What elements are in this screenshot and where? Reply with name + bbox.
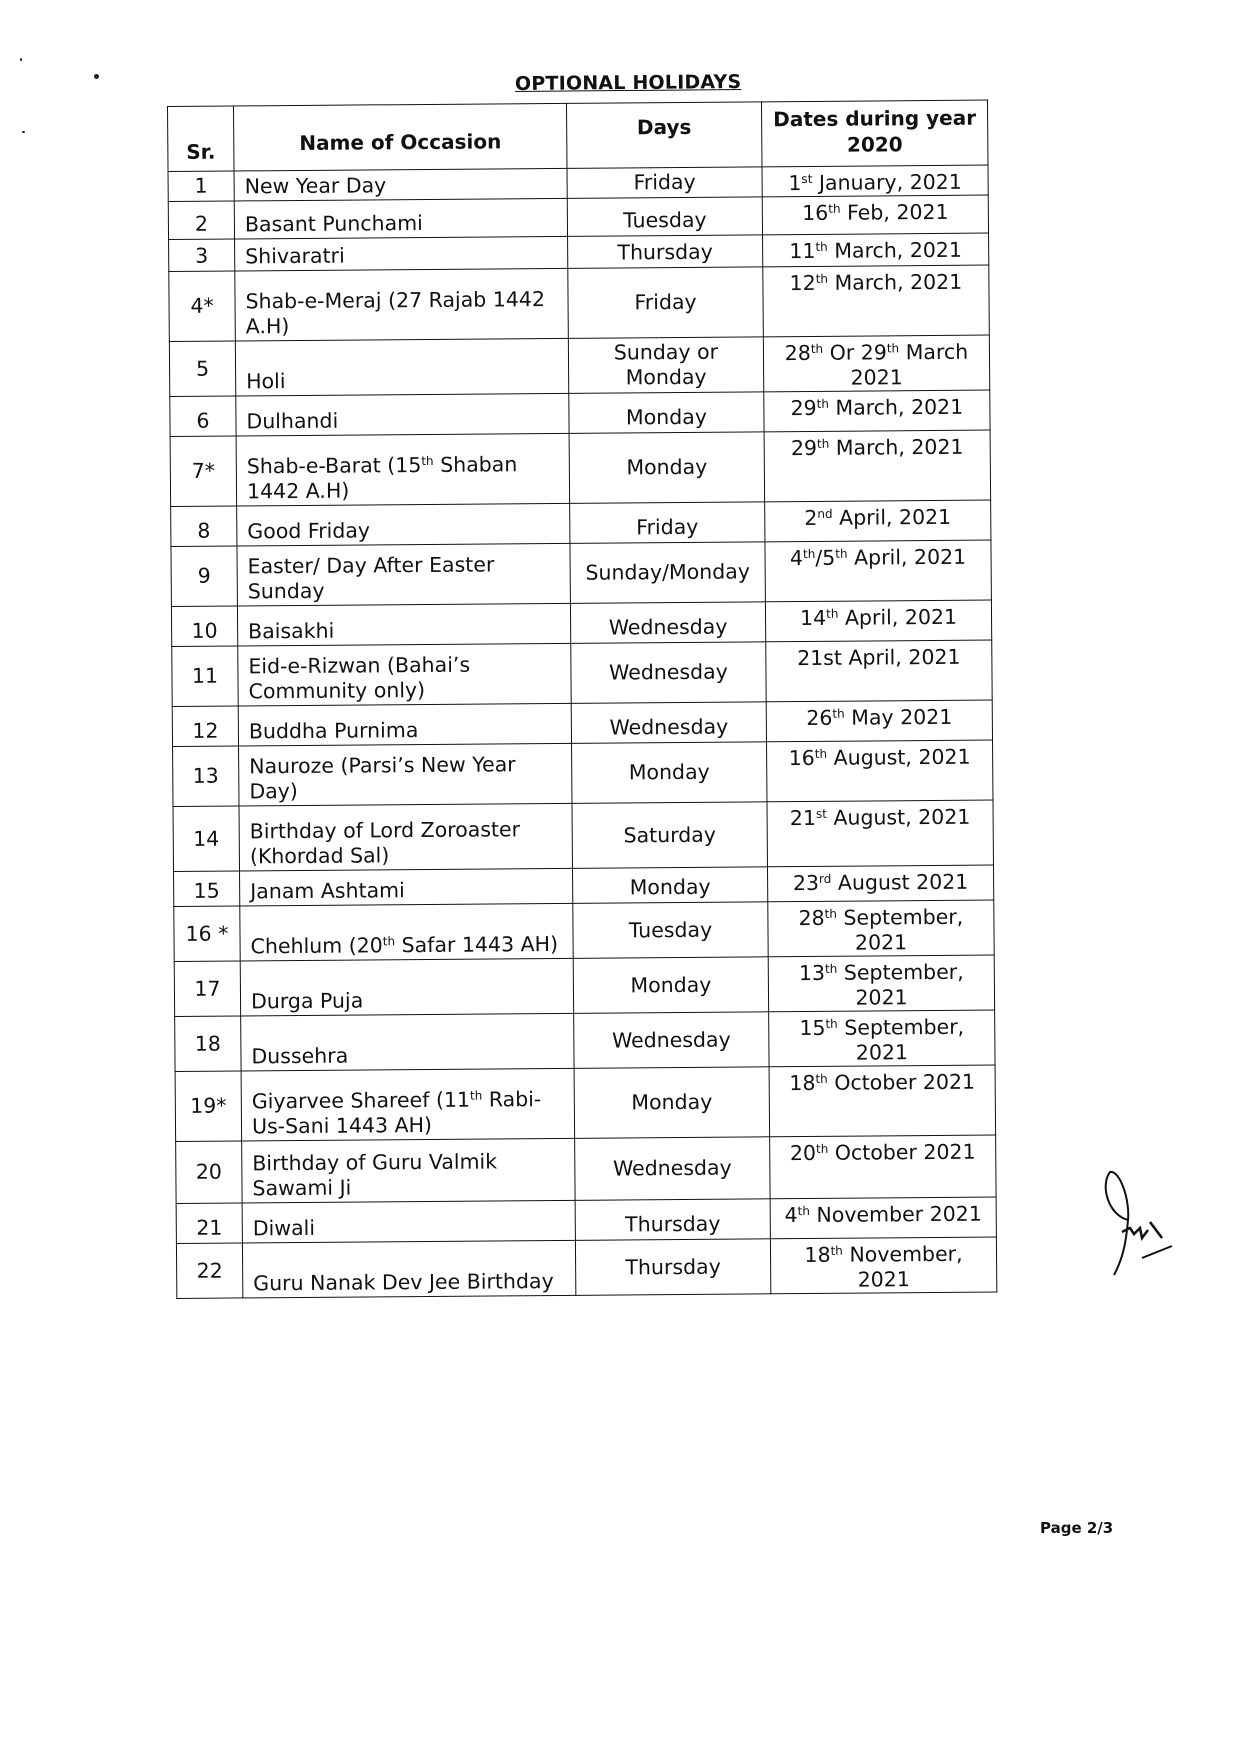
page-number: Page 2/3 <box>1040 1519 1114 1537</box>
occasion-text: Shab-e-Barat (15 <box>246 453 422 479</box>
cell-date <box>767 865 993 902</box>
cell-sr: 11 <box>172 646 238 707</box>
cell-date <box>770 1237 996 1294</box>
date-text: 18 <box>789 1070 816 1096</box>
date-ordinal-suffix: nd <box>817 506 833 521</box>
date-text: 29 <box>790 395 817 421</box>
cell-date <box>766 700 992 742</box>
table-row <box>176 1237 996 1298</box>
header-sr: Sr. <box>168 106 235 172</box>
cell-occasion: Shivaratri <box>235 236 568 271</box>
date-ordinal-suffix: th <box>802 546 816 562</box>
cell-occasion <box>240 903 573 961</box>
date-text: 14 <box>799 605 827 631</box>
date-text: March, 2021 <box>827 237 963 263</box>
date-ordinal-suffix: st <box>801 171 813 187</box>
date-text: /5 <box>815 545 836 570</box>
cell-date <box>770 1135 996 1199</box>
cell-sr: 4* <box>169 271 236 342</box>
cell-date <box>770 1197 996 1239</box>
date-text: 13 <box>798 960 826 986</box>
date-text: April, 2021 <box>847 544 967 570</box>
date-text: 2 <box>804 505 818 531</box>
date-ordinal-suffix: th <box>815 1071 828 1086</box>
cell-sr: 1 <box>168 171 234 202</box>
date-text: 4 <box>784 1203 798 1228</box>
cell-occasion: Buddha Purnima <box>238 703 571 746</box>
date-text: March, 2021 <box>827 269 963 295</box>
date-text: August, 2021 <box>826 804 971 830</box>
cell-occasion: Baisakhi <box>237 603 570 646</box>
cell-date <box>763 265 990 337</box>
date-text: Or 29 <box>823 340 887 365</box>
date-text: 23 <box>792 870 820 896</box>
date-ordinal-suffix: th <box>824 906 837 921</box>
cell-sr: 18 <box>175 1016 241 1072</box>
table-row <box>170 430 991 506</box>
cell-sr: 6 <box>170 396 236 437</box>
cell-date <box>764 430 991 502</box>
cell-date <box>762 165 988 197</box>
cell-occasion: Nauroze (Parsi’s New Year Day) <box>239 743 572 806</box>
header-days: Days <box>566 102 762 169</box>
cell-sr: 2 <box>168 201 234 240</box>
header-name: Name of Occasion <box>234 103 568 171</box>
cell-day: Monday <box>574 1067 770 1139</box>
date-text: 16 <box>802 200 829 226</box>
date-text: 16 <box>788 745 815 771</box>
date-text: April, 2021 <box>838 604 958 630</box>
date-text: 28 <box>784 340 811 366</box>
date-ordinal-suffix: th <box>815 271 829 286</box>
table-row <box>175 1065 996 1141</box>
header-dates <box>761 100 988 167</box>
date-text: 12 <box>789 270 816 296</box>
date-ordinal-suffix: th <box>815 1141 829 1156</box>
cell-sr: 16 * <box>174 906 240 962</box>
scan-speck <box>94 74 99 79</box>
holiday-table-wrapper <box>167 100 996 1299</box>
cell-day: Monday <box>573 957 768 1014</box>
cell-date <box>767 740 993 802</box>
date-ordinal-suffix: th <box>835 546 848 561</box>
table-row <box>174 900 994 961</box>
cell-day: Friday <box>570 502 765 544</box>
date-text: 29 <box>790 435 818 461</box>
optional-holidays-table <box>167 100 997 1299</box>
cell-date <box>765 600 991 642</box>
date-text: September, 2021 <box>836 904 964 955</box>
cell-date <box>763 233 989 267</box>
cell-occasion: Good Friday <box>237 503 570 546</box>
scan-speck <box>22 131 25 133</box>
date-text: March, 2021 <box>829 434 964 460</box>
cell-sr: 19* <box>175 1071 242 1142</box>
table-row <box>173 800 993 871</box>
cell-day: Tuesday <box>567 197 762 237</box>
cell-occasion: Durga Puja <box>240 958 573 1016</box>
cell-occasion: Dulhandi <box>236 393 569 436</box>
cell-occasion: New Year Day <box>234 168 567 201</box>
date-ordinal-suffix: th <box>825 1016 838 1031</box>
date-text: November 2021 <box>809 1201 982 1227</box>
table-row <box>175 1010 995 1071</box>
cell-day: Wednesday <box>575 1137 770 1201</box>
cell-day: Wednesday <box>571 642 766 704</box>
cell-day: Sunday or Monday <box>568 337 763 394</box>
cell-occasion: Easter/ Day After Easter Sunday <box>237 543 570 606</box>
date-text: September, 2021 <box>837 959 964 1010</box>
table-row <box>176 1197 996 1243</box>
date-text: 28 <box>798 905 825 931</box>
cell-sr: 10 <box>171 606 237 647</box>
date-ordinal-suffix: th <box>810 341 824 356</box>
date-ordinal-suffix: th <box>832 706 845 721</box>
date-text: Feb, 2021 <box>840 199 949 225</box>
table-row <box>169 335 989 396</box>
cell-day: Thursday <box>575 1199 770 1241</box>
cell-occasion: Holi <box>235 338 568 396</box>
table-header-row <box>168 100 988 171</box>
date-ordinal-suffix: th <box>816 436 830 451</box>
cell-date <box>768 955 994 1012</box>
table-row <box>176 1135 996 1203</box>
date-text: 18 <box>804 1242 831 1268</box>
cell-sr: 3 <box>169 239 235 272</box>
date-ordinal-suffix: th <box>814 746 828 761</box>
cell-day: Friday <box>568 267 764 339</box>
cell-occasion <box>236 433 570 506</box>
date-text: January, 2021 <box>812 169 962 195</box>
cell-occasion: Birthday of Guru Valmik Sawami Ji <box>242 1138 575 1203</box>
cell-occasion: Janam Ashtami <box>240 868 573 906</box>
cell-sr: 9 <box>171 546 237 607</box>
date-ordinal-suffix: th <box>816 396 830 411</box>
scan-speck <box>20 58 22 61</box>
cell-day: Wednesday <box>571 702 766 744</box>
cell-day: Tuesday <box>573 902 768 959</box>
cell-occasion: Diwali <box>242 1200 575 1243</box>
occasion-text: Shaban 1442 A.H) <box>246 452 518 504</box>
date-text: 21st April, 2021 <box>797 644 961 671</box>
cell-occasion: Eid-e-Rizwan (Bahai’s Community only) <box>238 643 571 706</box>
date-text: September, 2021 <box>837 1014 965 1065</box>
cell-day: Wednesday <box>570 602 765 644</box>
cell-day: Monday <box>569 392 764 434</box>
cell-occasion: Guru Nanak Dev Jee Birthday <box>242 1240 575 1298</box>
cell-sr: 12 <box>172 706 238 747</box>
date-text: August 2021 <box>831 869 969 895</box>
date-text: 26 <box>806 705 833 730</box>
signature-mark <box>1100 1160 1190 1280</box>
cell-date <box>769 1065 996 1137</box>
cell-day: Monday <box>569 432 765 504</box>
date-ordinal-suffix: th <box>828 201 841 216</box>
date-text: 1 <box>788 171 802 196</box>
date-text: November, 2021 <box>842 1241 963 1292</box>
date-ordinal-suffix: th <box>826 606 839 621</box>
cell-sr: 21 <box>176 1203 242 1244</box>
table-row <box>171 600 991 646</box>
cell-sr: 17 <box>174 961 240 1017</box>
date-text: 15 <box>799 1015 826 1041</box>
cell-occasion: Basant Punchami <box>234 198 567 239</box>
occasion-sup: th <box>421 453 434 469</box>
date-ordinal-suffix: th <box>824 961 838 976</box>
date-text: 20 <box>789 1140 817 1166</box>
cell-date <box>764 390 990 432</box>
cell-sr: 7* <box>170 436 237 507</box>
cell-occasion: Shab-e-Meraj (27 Rajab 1442 A.H) <box>235 268 569 341</box>
occasion-sup: th <box>382 934 396 949</box>
cell-occasion: Dussehra <box>241 1013 574 1071</box>
table-row <box>172 700 992 746</box>
date-ordinal-suffix: th <box>797 1203 811 1219</box>
occasion-text: Giyarvee Shareef (11 <box>251 1087 471 1114</box>
header-dates-line1: Dates during year <box>773 105 977 132</box>
date-ordinal-suffix: th <box>815 239 828 254</box>
date-ordinal-suffix: th <box>830 1243 843 1258</box>
cell-date <box>766 640 992 702</box>
cell-date <box>765 540 991 602</box>
page-title: OPTIONAL HOLIDAYS <box>514 71 742 95</box>
date-text: October 2021 <box>828 1139 976 1165</box>
date-text: March, 2021 <box>828 394 964 420</box>
occasion-text: Chehlum (20 <box>250 933 383 959</box>
cell-date <box>762 195 988 235</box>
cell-sr: 15 <box>174 871 240 907</box>
date-text: May 2021 <box>844 704 953 730</box>
date-text: 4 <box>789 546 804 571</box>
date-text: April, 2021 <box>832 504 952 530</box>
cell-date <box>765 500 991 542</box>
cell-date <box>763 335 989 392</box>
table-body <box>168 165 997 1298</box>
date-text: 21 <box>789 805 817 831</box>
cell-day: Thursday <box>568 235 763 269</box>
date-ordinal-suffix: th <box>886 341 900 356</box>
table-row <box>173 740 993 806</box>
cell-sr: 20 <box>176 1141 242 1204</box>
table-row <box>170 390 990 436</box>
table-row <box>171 540 991 606</box>
table-row <box>169 265 990 341</box>
cell-day: Monday <box>572 742 767 804</box>
date-text: 11 <box>789 238 816 264</box>
date-ordinal-suffix: rd <box>818 871 832 886</box>
cell-day: Friday <box>567 167 762 199</box>
cell-sr: 13 <box>173 746 239 807</box>
cell-occasion <box>241 1068 575 1141</box>
cell-sr: 22 <box>176 1243 242 1299</box>
date-text: March 2021 <box>850 339 969 390</box>
date-text: August, 2021 <box>827 744 971 770</box>
table-row <box>172 640 992 706</box>
cell-day: Monday <box>572 867 767 904</box>
occasion-sup: th <box>469 1088 483 1103</box>
table-row <box>174 955 994 1016</box>
date-ordinal-suffix: st <box>815 806 827 821</box>
cell-day: Wednesday <box>574 1012 769 1069</box>
occasion-text: Rabi-Us-Sani 1443 AH) <box>251 1087 542 1139</box>
cell-day: Sunday/Monday <box>570 542 765 604</box>
cell-date <box>767 800 994 867</box>
table-row <box>168 195 988 239</box>
cell-sr: 5 <box>169 341 235 397</box>
cell-day: Thursday <box>575 1239 770 1296</box>
date-text: October 2021 <box>827 1069 976 1095</box>
cell-occasion: Birthday of Lord Zoroaster (Khordad Sal) <box>239 803 573 871</box>
table-row <box>171 500 991 546</box>
cell-date <box>768 900 994 957</box>
cell-sr: 8 <box>171 506 237 547</box>
occasion-text: Safar 1443 AH) <box>394 931 559 958</box>
cell-day: Saturday <box>572 802 768 869</box>
header-dates-line2: 2020 <box>846 132 903 157</box>
cell-sr: 14 <box>173 806 240 872</box>
cell-date <box>769 1010 995 1067</box>
